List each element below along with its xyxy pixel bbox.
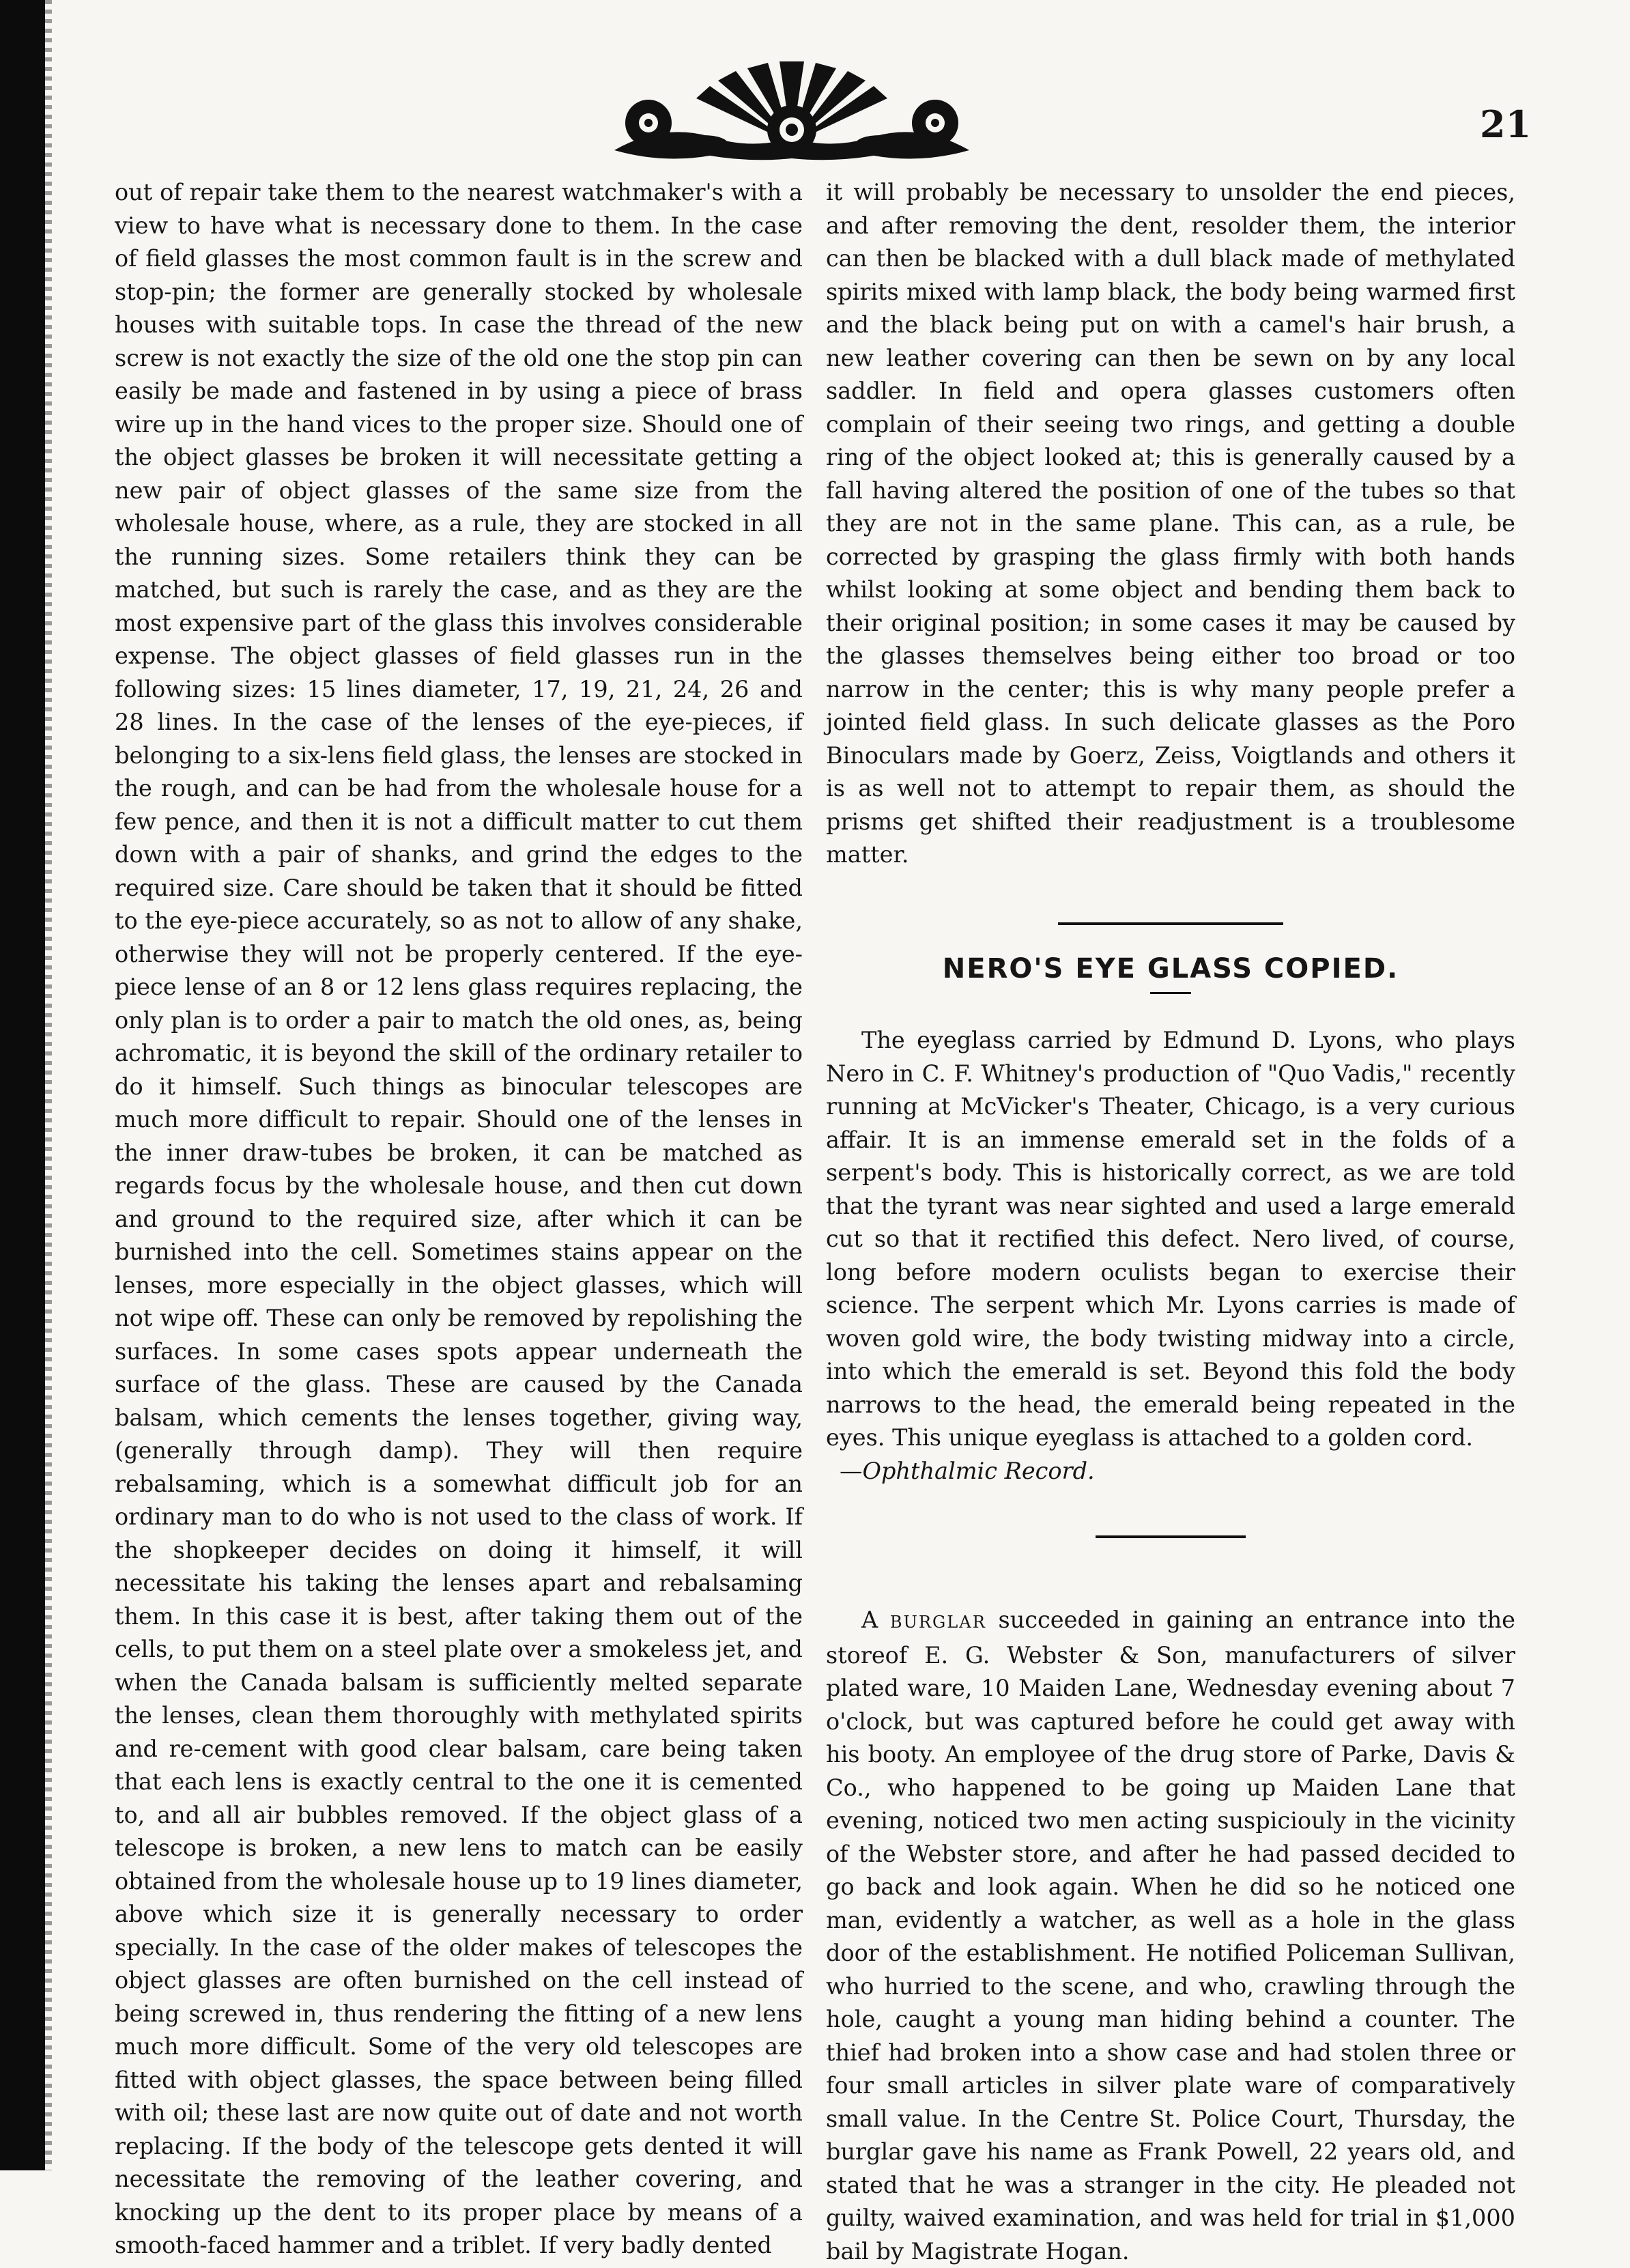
- spine-edge-texture: [45, 0, 52, 2170]
- section-divider: [1058, 922, 1283, 925]
- headline-underline: [1150, 992, 1191, 994]
- burglar-lead-a: A: [861, 1606, 878, 1633]
- article-divider: [1096, 1535, 1246, 1538]
- right-flower: [912, 100, 958, 146]
- book-spine-shadow: [0, 0, 45, 2170]
- left-column: [115, 176, 803, 2263]
- center-medallion: [767, 105, 816, 154]
- left-flower: [625, 100, 672, 146]
- nero-headline: NERO'S EYE GLASS COPIED.: [942, 952, 1399, 984]
- burglar-lead-word: BURGLAR: [889, 1613, 986, 1632]
- burglar-article: [826, 1604, 1515, 2268]
- nero-article-body: The eyeglass carried by Edmund D. Lyons, who plays Nero in C. F. Whitney's production of "Quo Vadis," recently running at McVicker's Theater, Chicago, is a very curious affair. It is an immense emerald set in the folds of a serpent's body. This is historically correct, as we are told that the tyrant was near sighted and used a large emerald cut so that it rectified this defect. Nero lived, of course, long before modern oculists began to exercise their science. The serpent which Mr. Lyons carries is made of woven gold wire, the body twisting midway into a circle, into which the emerald is set. Beyond this fold the body narrows to the head, the emerald being repeated in the eyes. This unique eyeglass is attached to a golden cord.: [826, 1027, 1515, 1451]
- page-number: 21: [1480, 102, 1532, 146]
- field-glass-repair-article: out of repair take them to the nearest watchmaker's with a view to have what is necessary done to them. In the case of field glasses the most common fault is in the screw and stop-pin; the former are generally stocked by wholesale houses with suitable tops. In case the thread of the new screw is not exactly the size of the old one the stop pin can easily be made and fastened in by using a piece of brass wire up in the hand vices to the proper size. Should one of the object glasses be broken it will necessitate getting a new pair of object glasses of the same size from the wholesale house, where, as a rule, they are stocked in all the running sizes. Some retailers think they can be matched, but such is rarely the case, and as they are the most expensive part of the glass this involves considerable expense. The object glasses of field glasses run in the following sizes: 15 lines diameter, 17, 19, 21, 24, 26 and 28 lines. In the case of the lenses of the eye-pieces, if belonging to a six-lens field glass, the lenses are stocked in the rough, and can be had from the wholesale house for a few pence, and then it is not a difficult matter to cut them down with a pair of shanks, and grind the edges to the required size. Care should be taken that it should be fitted to the eye-piece accurately, so as not to allow of any shake, otherwise they will not be properly centered. If the eye-piece lense of an 8 or 12 lens glass requires replacing, the only plan is to order a pair to match the old ones, as, being achromatic, it is beyond the skill of the ordinary retailer to do it himself. Such things as binocular telescopes are much more difficult to repair. Should one of the lenses in the inner draw-tubes be broken, it can be matched as regards focus by the wholesale house, and then cut down and ground to the required size, after which it can be burnished into the cell. Sometimes stains appear on the lenses, more especially in the object glasses, which will not wipe off. These can only be removed by repolishing the surfaces. In some cases spots appear underneath the surface of the glass. These are caused by the Canada balsam, which cements the lenses together, giving way, (generally through damp). They will then require rebalsaming, which is a somewhat difficult job for an ordinary man to do who is not used to the class of work. If the shopkeeper decides on doing it himself, it will necessitate his taking the lenses apart and rebalsaming them. In this case it is best, after taking them out of the cells, to put them on a steel plate over a smokeless jet, and when the Canada balsam is sufficiently melted separate the lenses, clean them thoroughly with methylated spirits and re-cement with good clear balsam, care being taken that each lens is exactly central to the one it is cemented to, and all air bubbles removed. If the object glass of a telescope is broken, a new lens to match can be easily obtained from the wholesale house up to 19 lines diameter, above which size it is generally necessary to order specially. In the case of the older makes of telescopes the object glasses are often burnished on the cell instead of being screwed in, thus rendering the fitting of a new lens much more difficult. Some of the very old telescopes are fitted with object glasses, the space between being filled with oil; these last are now quite out of date and not worth replacing. If the body of the telescope gets dented it will necessitate the removing of the leather covering, and knocking up the dent to its proper place by means of a smooth-faced hammer and a triblet. If very badly dented: [115, 179, 803, 2258]
- repair-article-continuation: it will probably be necessary to unsolder the end pieces, and after removing the dent, resolder them, the interior can then be blacked with a dull black made of methylated spirits mixed with lamp black, the body being warmed first and the black being put on with a camel's hair brush, a new leather covering can then be sewn on by any local saddler. In field and opera glasses customers often complain of their seeing two rings, and getting a double ring of the object looked at; this is generally caused by a fall having altered the position of one of the tubes so that they are not in the same plane. This can, as a rule, be corrected by grasping the glass firmly with both hands whilst looking at some object and bending them back to their original position; in some cases it may be caused by the glasses themselves being either too broad or too narrow in the center; this is why many people prefer a jointed field glass. In such delicate glasses as the Poro Binoculars made by Goerz, Zeiss, Voigtlands and others it is as well not to attempt to repair them, as should the prisms get shifted their readjustment is a troublesome matter.: [826, 179, 1515, 868]
- burglar-article-body: succeeded in gaining an entrance into the storeof E. G. Webster & Son, manufacturers of silver plated ware, 10 Maiden Lane, Wednesday evening about 7 o'clock, but was captured before he could get away with his booty. An employee of the drug store of Parke, Davis & Co., who happened to be going up Maiden Lane that evening, noticed two men acting suspiciouly in the vicinity of the Webster store, and after he had passed decided to go back and look again. When he did so he noticed one man, evidently a watcher, as well as a hole in the glass door of the establishment. He notified Policeman Sullivan, who hurried to the scene, and who, crawling through the hole, caught a young man hiding behind a counter. The thief had broken into a show case and had stolen three or four small articles in silver plate ware of comparatively small value. In the Centre St. Police Court, Thursday, the burglar gave his name as Frank Powell, 22 years old, and stated that he was a stranger in the city. He pleaded not guilty, waived examination, and was held for trial in $1,000 bail by Magistrate Hogan.: [826, 1606, 1516, 2265]
- nero-source-credit: —Ophthalmic Record.: [840, 1457, 1095, 1484]
- header-ornament: [601, 48, 983, 171]
- right-column: [826, 176, 1515, 2268]
